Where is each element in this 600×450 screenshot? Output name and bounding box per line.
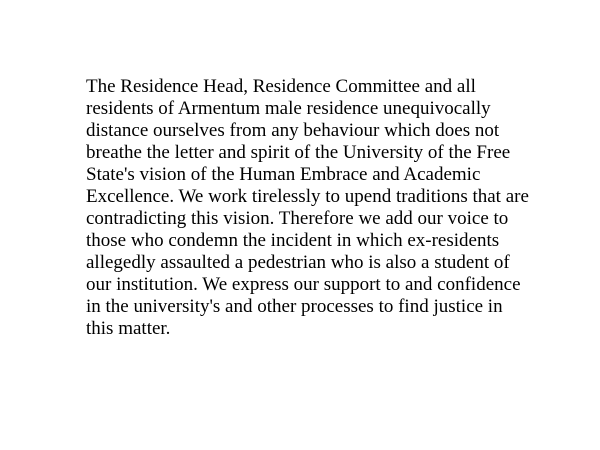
statement-line: Excellence. We work tirelessly to upend traditions that are (86, 186, 529, 207)
statement-paragraph (86, 76, 546, 340)
statement-line: this matter. (86, 318, 171, 339)
statement-line: breathe the letter and spirit of the University of the Free (86, 142, 511, 163)
statement-line: allegedly assaulted a pedestrian who is also a student of (86, 252, 510, 273)
statement-line: in the university's and other processes to find justice in (86, 296, 503, 317)
statement-line: distance ourselves from any behaviour which does not (86, 120, 500, 141)
statement-line: State's vision of the Human Embrace and Academic (86, 164, 481, 185)
statement-line: contradicting this vision. Therefore we add our voice to (86, 208, 509, 229)
statement-line: The Residence Head, Residence Committee and all (86, 76, 476, 97)
statement-line: residents of Armentum male residence unequivocally (86, 98, 491, 119)
statement-line: those who condemn the incident in which ex-residents (86, 230, 500, 251)
statement-line: our institution. We express our support to and confidence (86, 274, 521, 295)
